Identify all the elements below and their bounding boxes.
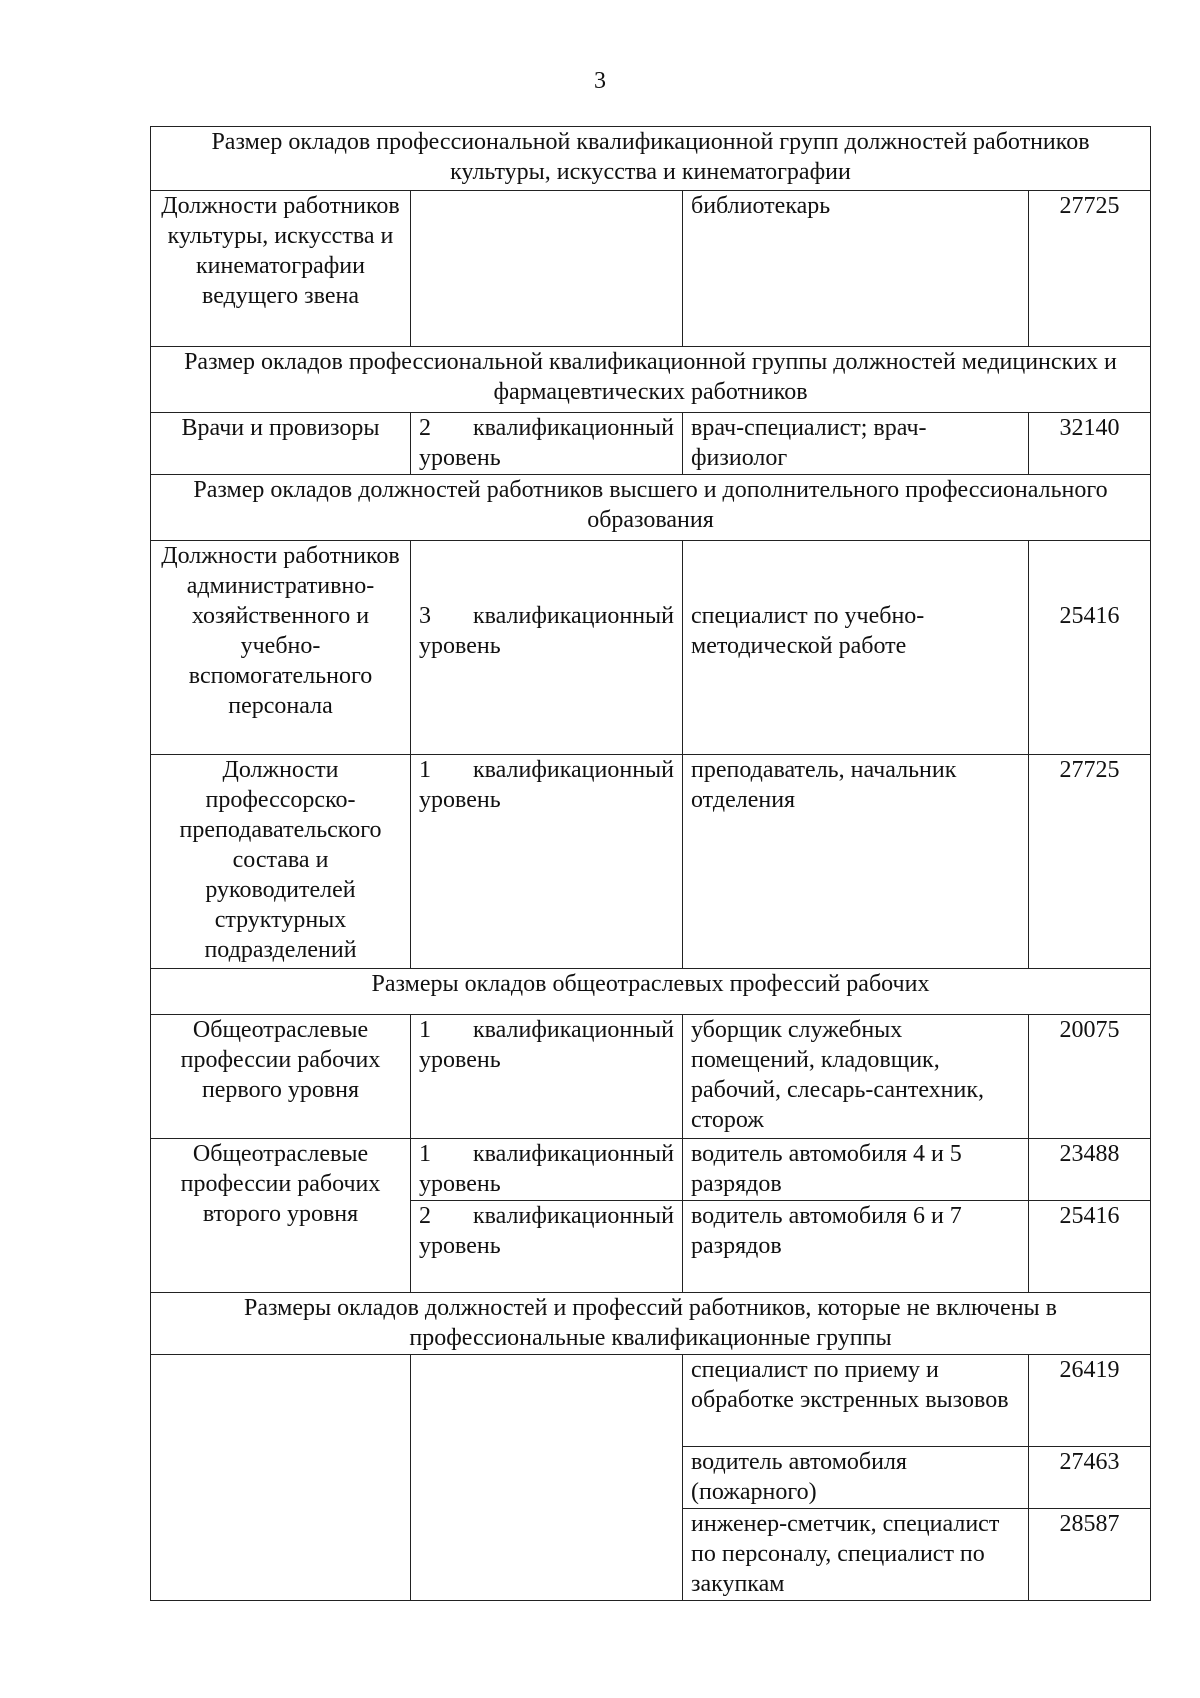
salary-amount-cell: 27725 — [1029, 191, 1151, 347]
qualification-level-cell — [411, 1139, 683, 1201]
section-header-culture: Размер окладов профессиональной квалификационной групп должностей работников культуры, искусства и кинематографии — [151, 127, 1151, 191]
positions-cell: преподаватель, начальник отделения — [683, 755, 1029, 969]
salary-amount-cell: 28587 — [1029, 1509, 1151, 1601]
qualification-level-cell — [411, 755, 683, 969]
positions-cell: библиотекарь — [683, 191, 1029, 347]
qualification-level-text: 1 квалификационный уровень — [419, 1017, 674, 1073]
salary-amount-cell: 25416 — [1029, 1201, 1151, 1293]
qualification-level-text: 2 квалификационный уровень — [419, 415, 674, 471]
qualification-level-cell — [411, 541, 683, 755]
table-row — [151, 413, 1151, 475]
positions-cell: водитель автомобиля (пожарного) — [683, 1447, 1029, 1509]
page-number: 3 — [594, 68, 606, 94]
salary-table — [150, 126, 1151, 1601]
qualification-level-text: 1 квалификационный уровень — [419, 1141, 674, 1197]
table-row — [151, 1355, 1151, 1447]
positions-cell: водитель автомобиля 6 и 7 разрядов — [683, 1201, 1029, 1293]
qualification-level-cell — [411, 1015, 683, 1139]
table-row — [151, 1015, 1151, 1139]
section-header-row — [151, 347, 1151, 413]
qualification-level-text: 2 квалификационный уровень — [419, 1203, 674, 1259]
section-header-row — [151, 969, 1151, 1015]
salary-amount-cell: 26419 — [1029, 1355, 1151, 1447]
salary-amount-cell: 25416 — [1029, 541, 1151, 755]
salary-amount-cell: 27725 — [1029, 755, 1151, 969]
group-cell: Врачи и провизоры — [151, 413, 411, 475]
group-cell: Должности работников административно-хозяйственного и учебно-вспомогательного персонала — [151, 541, 411, 755]
qualification-level-cell — [411, 191, 683, 347]
section-header-row — [151, 1293, 1151, 1355]
group-cell: Общеотраслевые профессии рабочих второго уровня — [151, 1139, 411, 1293]
qualification-level-cell — [411, 413, 683, 475]
positions-cell: специалист по учебно-методической работе — [683, 541, 1029, 755]
section-header-education: Размер окладов должностей работников высшего и дополнительного профессионального образования — [151, 475, 1151, 541]
group-cell: Общеотраслевые профессии рабочих первого уровня — [151, 1015, 411, 1139]
section-header-row — [151, 127, 1151, 191]
qualification-level-text: 3 квалификационный уровень — [419, 603, 674, 659]
table-row — [151, 1139, 1151, 1201]
section-header-row — [151, 475, 1151, 541]
positions-cell: инженер-сметчик, специалист по персоналу, специалист по закупкам — [683, 1509, 1029, 1601]
group-cell: Должности работников культуры, искусства и кинематографии ведущего звена — [151, 191, 411, 347]
positions-cell: уборщик служебных помещений, кладовщик, рабочий, слесарь-сантехник, сторож — [683, 1015, 1029, 1139]
qualification-level-cell — [411, 1201, 683, 1293]
positions-cell: водитель автомобиля 4 и 5 разрядов — [683, 1139, 1029, 1201]
group-cell: Должности профессорско-преподавательского состава и руководителей структурных подразделений — [151, 755, 411, 969]
salary-amount-cell: 23488 — [1029, 1139, 1151, 1201]
positions-cell: специалист по приему и обработке экстренных вызовов — [683, 1355, 1029, 1447]
section-header-workers: Размеры окладов общеотраслевых профессий рабочих — [151, 969, 1151, 1015]
section-header-other: Размеры окладов должностей и профессий работников, которые не включены в профессиональные квалификационные группы — [151, 1293, 1151, 1355]
group-cell — [151, 1355, 411, 1601]
table-row — [151, 755, 1151, 969]
table-row — [151, 541, 1151, 755]
salary-amount-cell: 32140 — [1029, 413, 1151, 475]
salary-amount-cell: 27463 — [1029, 1447, 1151, 1509]
qualification-level-text: 1 квалификационный уровень — [419, 757, 674, 813]
section-header-medical: Размер окладов профессиональной квалификационной группы должностей медицинских и фармацевтических работников — [151, 347, 1151, 413]
salary-amount-cell: 20075 — [1029, 1015, 1151, 1139]
positions-cell: врач-специалист; врач-физиолог — [683, 413, 1029, 475]
qualification-level-cell — [411, 1355, 683, 1601]
table-row — [151, 191, 1151, 347]
